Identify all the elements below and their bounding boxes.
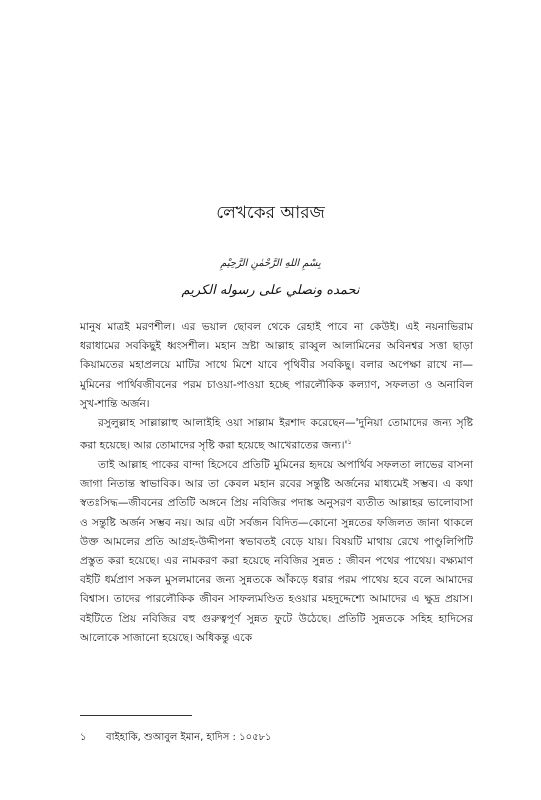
body-text: [80, 318, 473, 648]
paragraph-1: মানুষ মাত্রই মরণশীল। এর ভয়াল ছোবল থেকে রেহাই পাবে না কেউই। এই নয়নাভিরাম ধরাধামের সবকিছুই ধ্বংসশীল। মহান স্রষ্টা আল্লাহ রাব্বুল আলামিনের অবিনশ্বর সত্তা ছাড়া কিয়ামতের মহাপ্রলয়ে মাটির সাথে মিশে যাবে পৃথিবীর সবকিছু। বলার অপেক্ষা রাখে না—মুমিনের পার্থিবজীবনের পরম চাওয়া-পাওয়া হচ্ছে পারলৌকিক কল্যাণ, সফলতা ও অনাবিল সুখ-শান্তি অর্জন।: [80, 321, 473, 410]
arabic-salutation: نحمده ونصلي على رسوله الكريم: [181, 283, 360, 298]
basmala-calligraphy: بِسْمِ اللهِ الرَّحْمٰنِ الرَّحِيْمِ: [220, 258, 321, 269]
footnote-text: বাইহাকি, শুআবুল ইমান, হাদিস : ১০৫৮১: [106, 732, 272, 743]
paragraph-2: [80, 414, 473, 456]
footnote-divider: [80, 715, 192, 716]
page-title: লেখকের আরজ: [216, 203, 325, 223]
paragraph-2-text: রসুলুল্লাহ সাল্লাল্লাহু আলাইহি ওয়া সাল্লাম ইরশাদ করেছেন—'দুনিয়া তোমাদের জন্য সৃষ্টি করা হয়েছে। আর তোমাদের সৃষ্টি করা হয়েছে আখেরাতের জন্য।': [80, 417, 473, 452]
footnote: [80, 730, 473, 747]
paragraph-3: তাই আল্লাহ পাকের বান্দা হিসেবে প্রতিটি মুমিনের হৃদয়ে অপার্থিব সফলতা লাভের বাসনা জাগা নিতান্ত স্বাভাবিক। আর তা কেবল মহান রবের সন্তুষ্টি অর্জনের মাধ্যমেই সম্ভব। এ কথা স্বতঃসিদ্ধ—জীবনের প্রতিটি অঙ্গনে প্রিয় নবিজির পদাঙ্ক অনুসরণ ব্যতীত আল্লাহর ভালোবাসা ও সন্তুষ্টি অর্জন সম্ভব নয়। আর এটা সর্বজন বিদিত—কোনো সুন্নতের ফজিলত জানা থাকলে উক্ত আমলের প্রতি আগ্রহ-উদ্দীপনা স্বভাবতই বেড়ে যায়। বিষয়টি মাথায় রেখে পাণ্ডুলিপিটি প্রস্তুত করা হয়েছে। এর নামকরণ করা হয়েছে নবিজির সুন্নত : জীবন পথের পাথেয়। বক্ষ্যমাণ বইটি ধর্মপ্রাণ সকল মুসলমানের জন্য সুন্নতকে আঁকড়ে ধরার পরম পাথেয় হবে বলে আমাদের বিশ্বাস। তাদের পারলৌকিক জীবন সাফল্যমণ্ডিত হওয়ার মহদুদ্দেশ্যে আমাদের এ ক্ষুদ্র প্রয়াস। বইটিতে প্রিয় নবিজির বহু গুরুত্বপূর্ণ সুন্নত ফুটে উঠেছে। প্রতিটি সুন্নতকে সহিহ হাদিসের আলোকে সাজানো হয়েছে। অধিকন্তু একে: [80, 458, 473, 644]
footnote-number: ১: [80, 732, 87, 743]
footnote-reference: ১: [347, 438, 352, 447]
